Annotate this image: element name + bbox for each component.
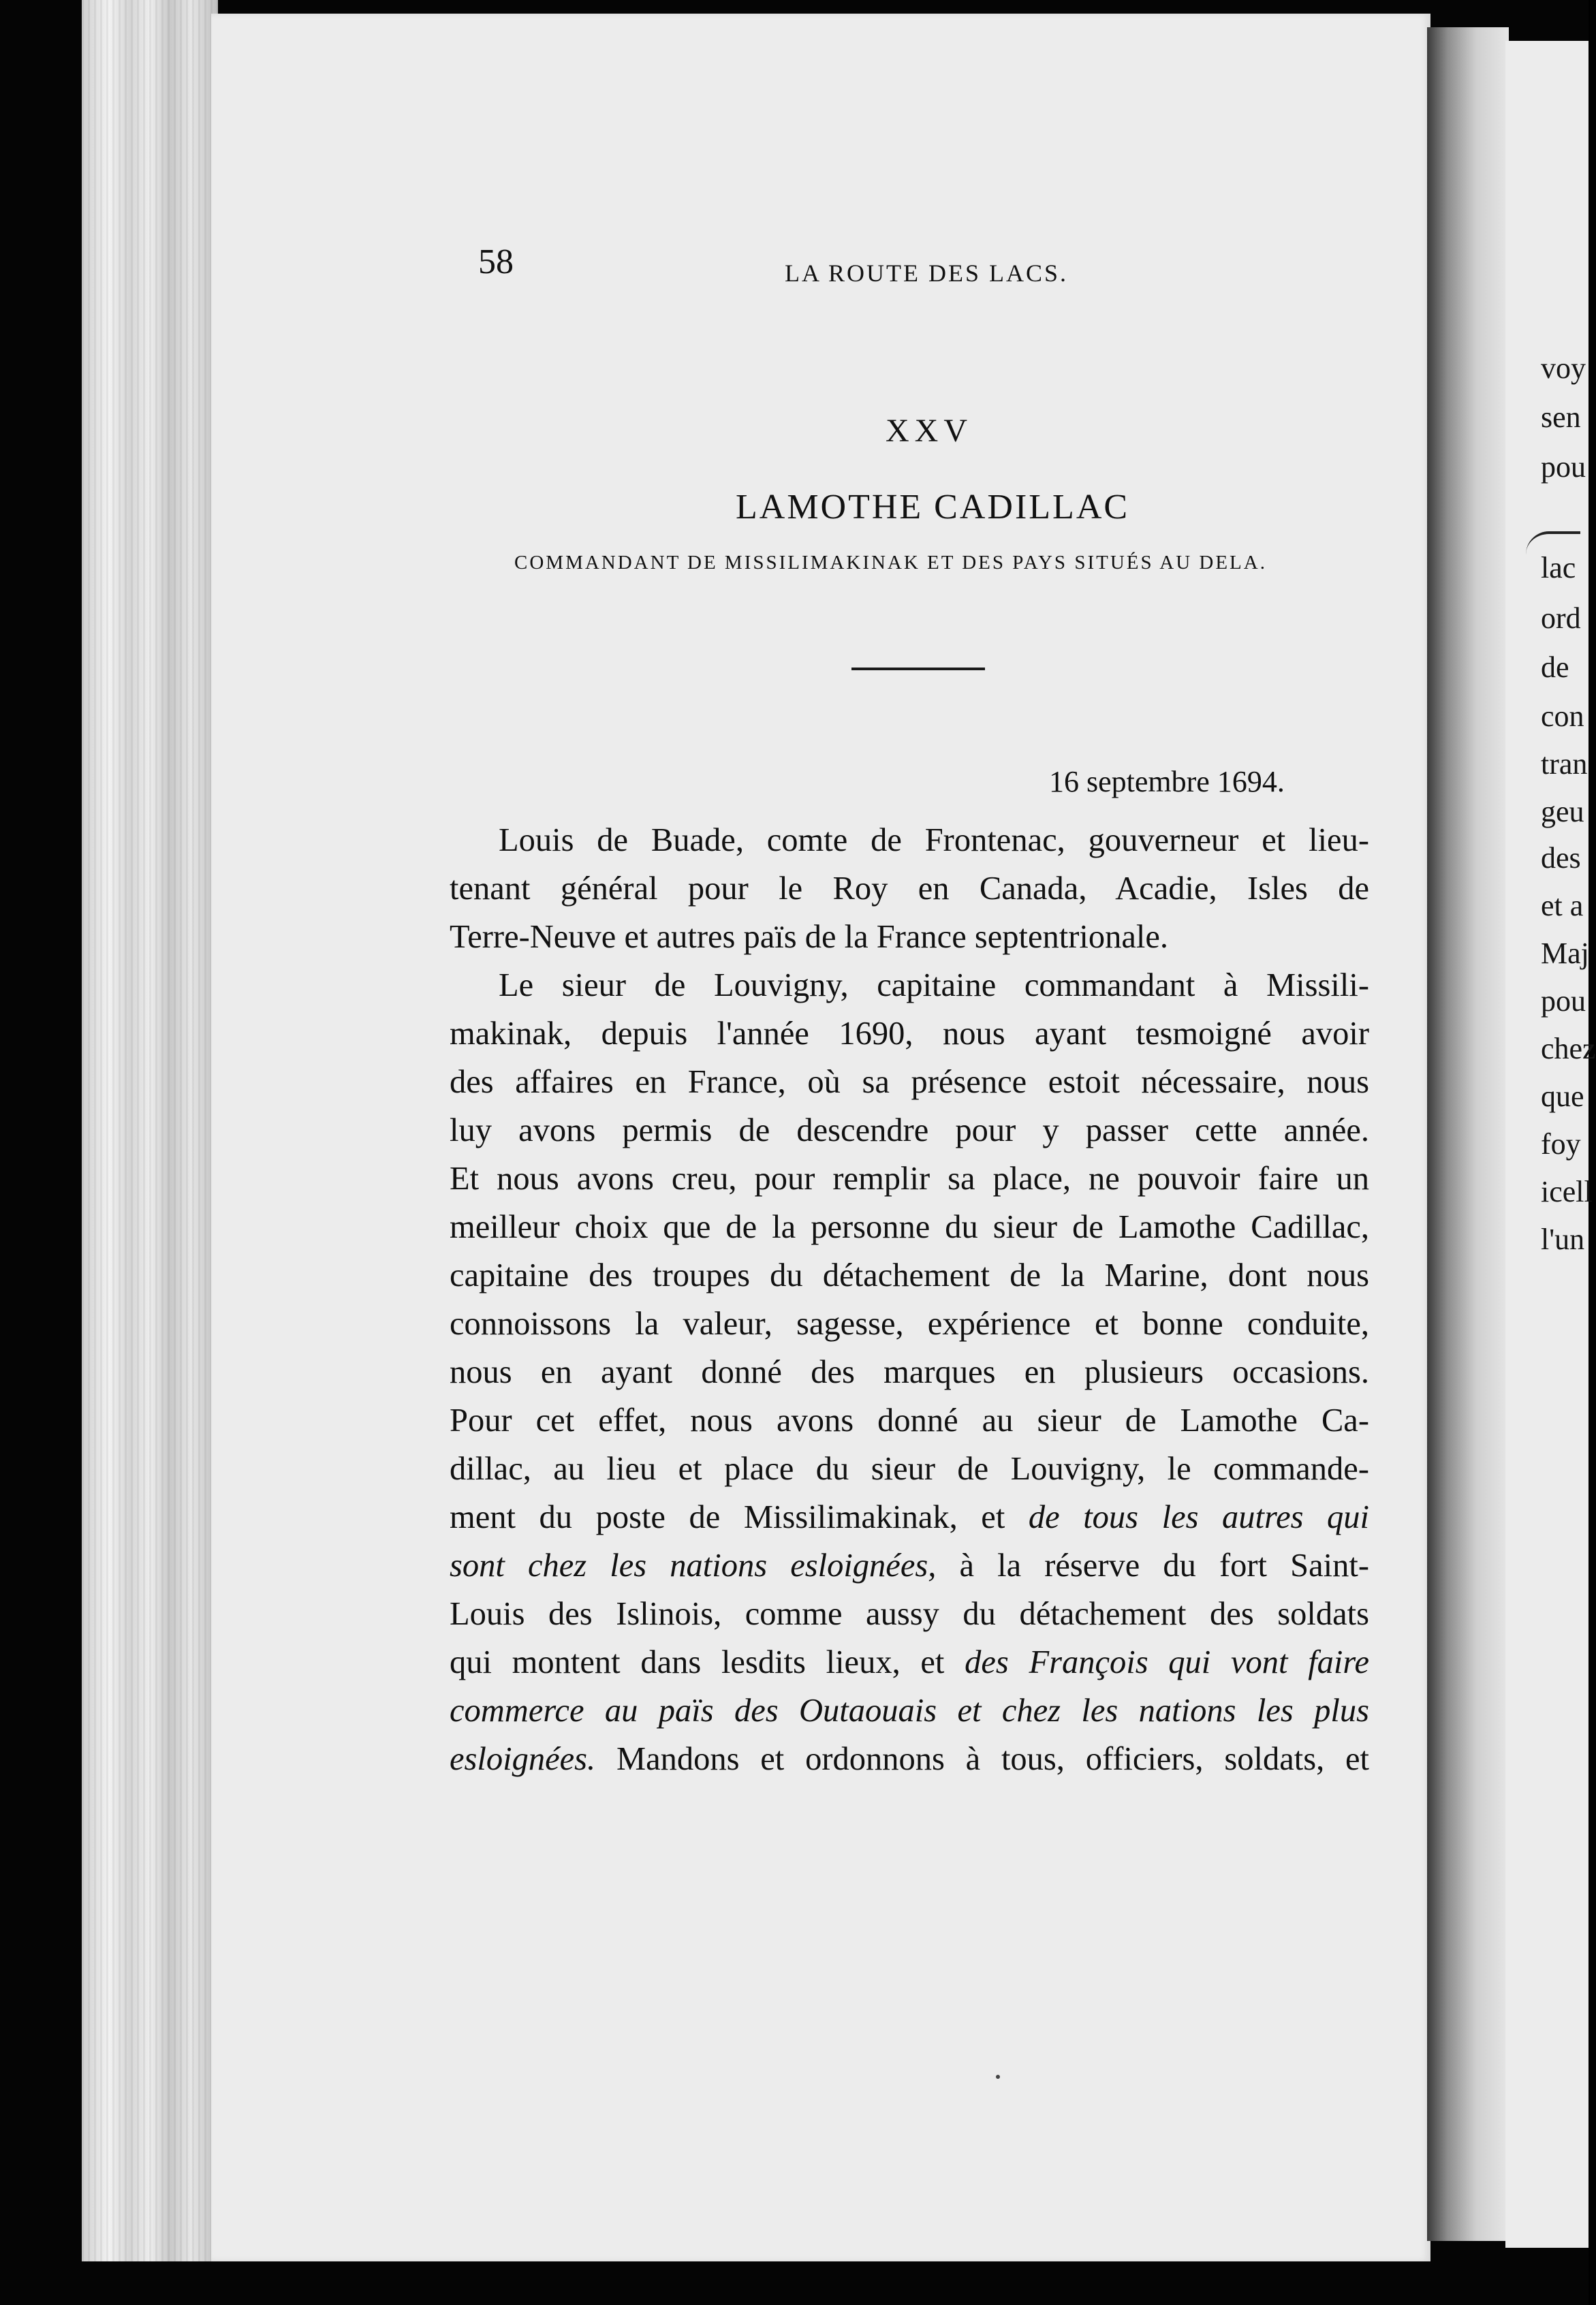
facing-page-fragment: l'un: [1541, 1223, 1585, 1256]
italic-segment: de tous les autres qui: [1028, 1499, 1369, 1535]
facing-page-fragment: chez: [1541, 1032, 1596, 1065]
document-title: LAMOTHE CADILLAC: [736, 488, 1130, 527]
page-speck: [996, 2075, 1000, 2079]
facing-page-fragment: con: [1541, 700, 1584, 733]
text-line-mixed: [450, 1493, 1369, 1541]
facing-page-fragment: lac: [1541, 551, 1576, 584]
text-line: Louis des Islinois, comme aussy du détachement des soldats: [450, 1596, 1369, 1632]
text-line-mixed: [450, 1735, 1369, 1783]
text-line: dillac, au lieu et place du sieur de Louvigny, le commande-: [450, 1451, 1369, 1487]
text-line: Et nous avons creu, pour remplir sa place, ne pouvoir faire un: [450, 1161, 1369, 1197]
document-numeral: XXV: [886, 413, 973, 449]
text-line: Terre-Neuve et autres païs de la France septentrionale.: [450, 919, 1169, 955]
running-head: LA ROUTE DES LACS.: [785, 260, 1069, 287]
facing-page-fragment: tran: [1541, 747, 1588, 781]
document-subtitle: COMMANDANT DE MISSILIMAKINAK ET DES PAYS SITUÉS AU DELA.: [514, 552, 1267, 574]
text-segment: à la réserve du fort Saint-: [959, 1548, 1369, 1584]
text-line-italic: [450, 1687, 1369, 1735]
facing-page-fragment: pou: [1541, 984, 1586, 1018]
book-page-edges: [82, 0, 218, 2261]
document-date: 16 septembre 1694.: [1049, 765, 1285, 798]
italic-segment: commerce au païs des Outaouais et chez les nations les plus: [450, 1693, 1369, 1729]
facing-page-fragment: ord: [1541, 601, 1581, 635]
body-text: [450, 816, 1369, 1783]
text-line: des affaires en France, où sa présence estoit nécessaire, nous: [450, 1064, 1369, 1100]
text-line-mixed: [450, 1638, 1369, 1687]
book-gutter-shadow: [1427, 27, 1509, 2241]
text-line: makinak, depuis l'année 1690, nous ayant tesmoigné avoir: [450, 1016, 1369, 1052]
text-line-mixed: [450, 1541, 1369, 1590]
facing-page-fragment: de: [1541, 650, 1569, 684]
text-line: luy avons permis de descendre pour y passer cette année.: [450, 1112, 1369, 1148]
facing-page-fragment: icell: [1541, 1175, 1593, 1208]
facing-page-fragment: des: [1541, 841, 1581, 875]
facing-page-fragment: pou: [1541, 450, 1586, 484]
text-line: capitaine des troupes du détachement de la Marine, dont nous: [450, 1257, 1369, 1293]
text-line: connoissons la valeur, sagesse, expérience et bonne conduite,: [450, 1306, 1369, 1342]
facing-page-fragment: voy: [1541, 351, 1586, 385]
text-line: Le sieur de Louvigny, capitaine commandant à Missili-: [499, 967, 1369, 1003]
facing-page-fragment: sen: [1541, 401, 1581, 434]
text-line: meilleur choix que de la personne du sieur de Lamothe Cadillac,: [450, 1209, 1369, 1245]
text-line: Louis de Buade, comte de Frontenac, gouverneur et lieu-: [499, 822, 1369, 858]
facing-page-fragment: Maj: [1541, 937, 1589, 970]
text-segment: qui montent dans lesdits lieux, et: [450, 1644, 945, 1680]
facing-page-fragment: geu: [1541, 795, 1584, 828]
text-line: tenant général pour le Roy en Canada, Acadie, Isles de: [450, 871, 1369, 907]
text-segment: ment du poste de Missilimakinak, et: [450, 1499, 1005, 1535]
title-rule: [851, 668, 985, 670]
text-line: nous en ayant donné des marques en plusieurs occasions.: [450, 1354, 1369, 1390]
facing-page-fragment: foy: [1541, 1127, 1581, 1161]
text-line: Pour cet effet, nous avons donné au sieur de Lamothe Ca-: [450, 1402, 1369, 1439]
italic-segment: esloignées.: [450, 1741, 596, 1777]
page-number: 58: [478, 242, 514, 281]
facing-page-fragment: et a: [1541, 889, 1584, 922]
italic-segment: sont chez les nations esloignées,: [450, 1548, 937, 1584]
text-segment: Mandons et ordonnons à tous, officiers, soldats, et: [616, 1741, 1369, 1777]
italic-segment: des François qui vont faire: [965, 1644, 1369, 1680]
facing-page: [1505, 41, 1596, 2248]
facing-page-fragment: que: [1541, 1080, 1584, 1113]
